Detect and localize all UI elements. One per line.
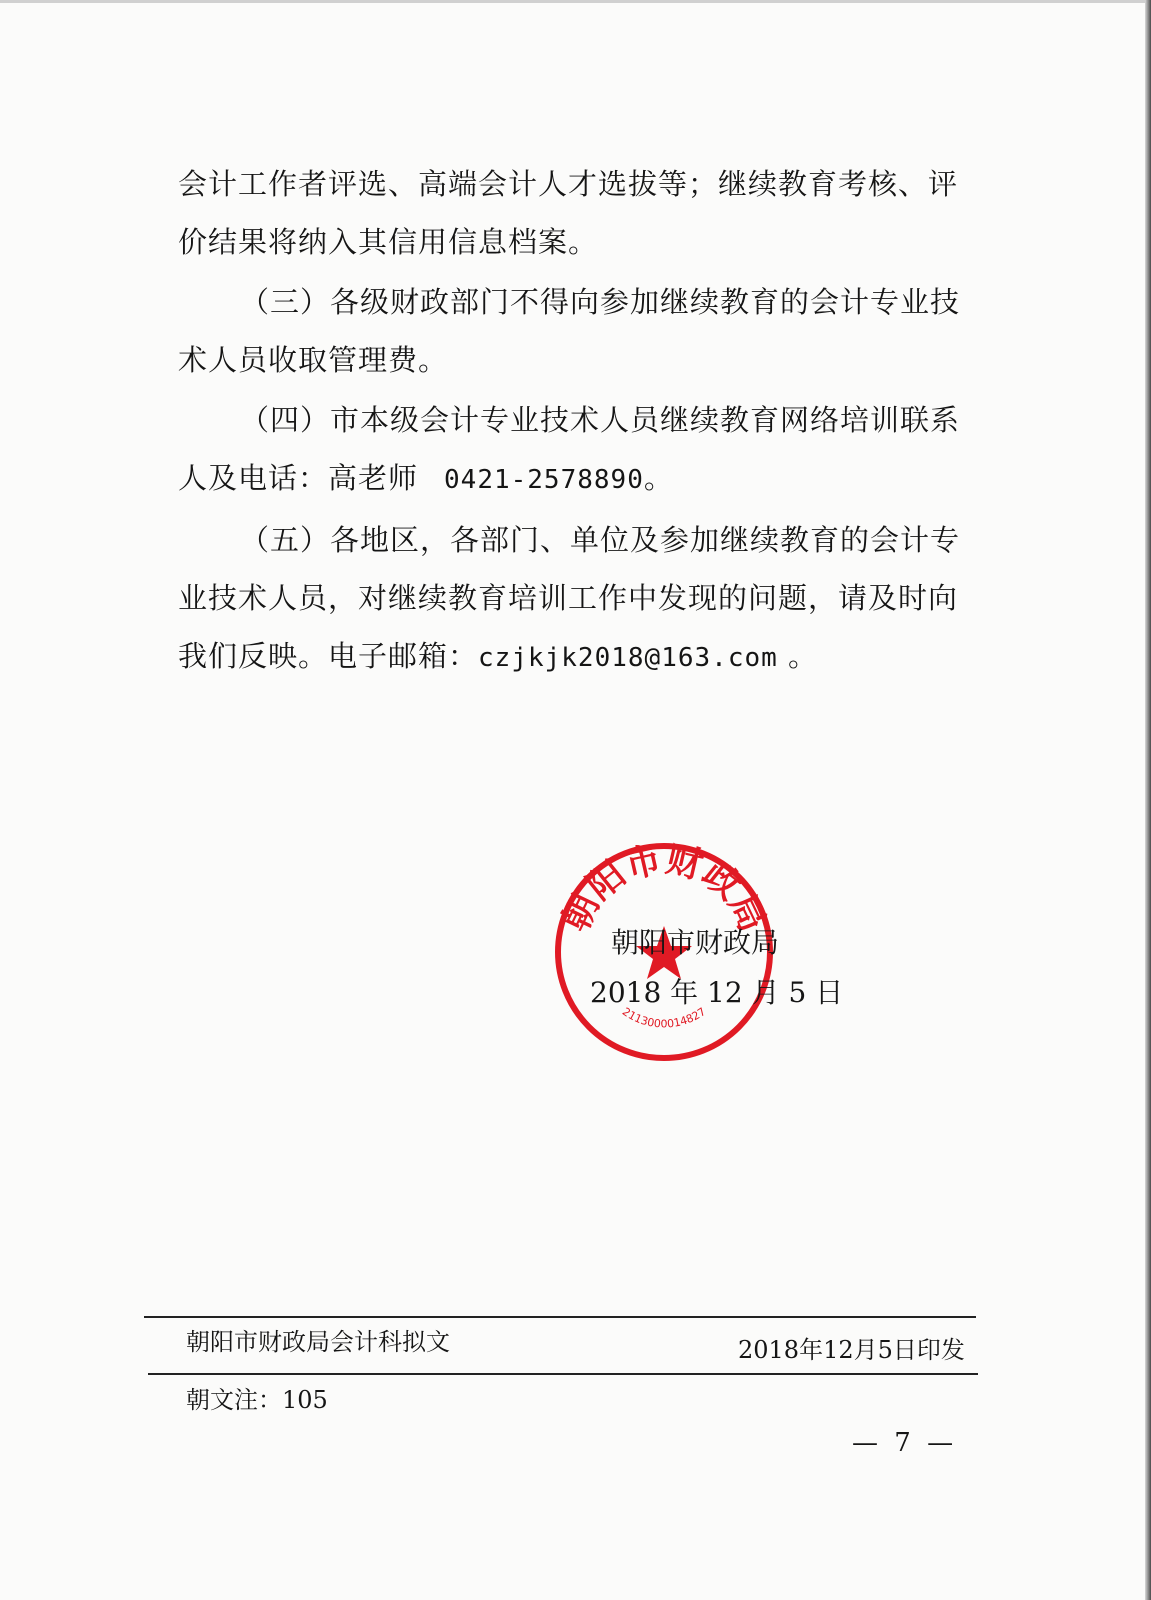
paragraph-item-5: （五）各地区，各部门、单位及参加继续教育的会计专业技术人员，对继续教育培训工作中发现的问题，请及时向我们反映。电子邮箱：czjkjk2018@163.com 。: [178, 523, 961, 673]
footer-print-date: 2018年12月5日印发: [738, 1336, 965, 1364]
seal-arc-text: 朝阳市财政局: [555, 840, 773, 938]
seal-serial: 2113000014827: [619, 1005, 709, 1031]
paragraph-item-3: （三）各级财政部门不得向参加继续教育的会计专业技术人员收取管理费。: [178, 285, 961, 377]
footer-top-rule: [144, 1316, 976, 1318]
contact-phone: 0421-2578890: [444, 465, 644, 495]
footer-drafter: 朝阳市财政局会计科拟文: [186, 1328, 450, 1356]
scan-top-edge: [0, 0, 1151, 3]
page-number: — 7 —: [852, 1428, 958, 1458]
signature-block: [590, 918, 844, 1018]
contact-email: czjkjk2018@163.com: [478, 643, 778, 673]
scan-right-edge: [1145, 0, 1151, 1600]
footer-bottom-rule: [148, 1373, 978, 1375]
paragraph-item-4: （四）市本级会计专业技术人员继续教育网络培训联系人及电话：高老师 0421-2578890。: [178, 403, 961, 495]
footer-doc-number: 朝文注：105: [186, 1386, 328, 1414]
signing-date: 2018 年 12 月 5 日: [590, 976, 844, 1009]
paragraph-continuation: 会计工作者评选、高端会计人才选拔等；继续教育考核、评价结果将纳入其信用信息档案。: [178, 167, 959, 259]
body-text: [178, 155, 978, 689]
signing-organization: 朝阳市财政局: [610, 926, 779, 959]
